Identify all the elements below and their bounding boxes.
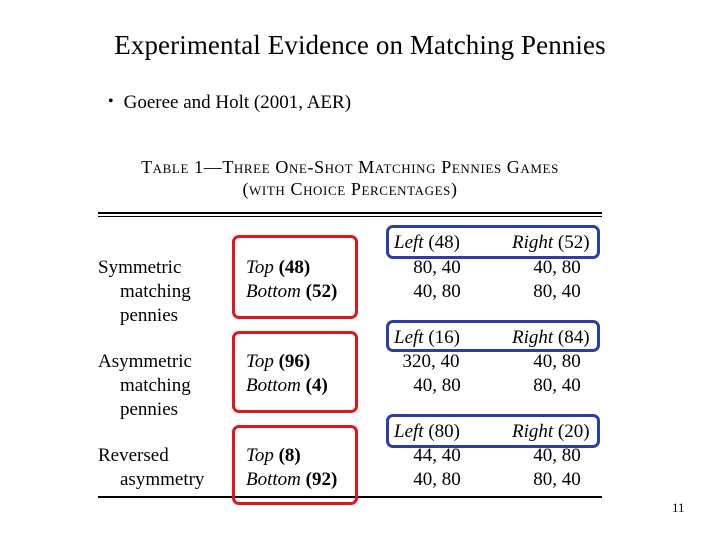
game3-name: Reversed asymmetry [98, 445, 205, 490]
game3-payoff-bottom-right: 80, 40 [533, 469, 581, 490]
game3-payoff-bottom-left: 40, 80 [413, 469, 461, 490]
game1-right-header: Right (52) [512, 232, 590, 253]
game3-payoff-top-right: 40, 80 [533, 445, 581, 466]
game1-strategy-highlight [232, 235, 358, 319]
game1-payoff-bottom-right: 80, 40 [533, 281, 581, 302]
game2-payoff-bottom-right: 80, 40 [533, 375, 581, 396]
game2-payoff-top-left: 320, 40 [402, 351, 460, 372]
bullet-citation [108, 92, 351, 114]
game2-column-highlight [386, 320, 600, 352]
game1-bottom-strategy: Bottom (52) [246, 281, 338, 302]
game1-name: Symmetric matching pennies [98, 257, 191, 326]
bullet-dot-icon: • [108, 93, 114, 110]
table-top-rule-2 [98, 216, 602, 217]
game2-top-strategy: Top (96) [246, 351, 311, 372]
game1-payoff-bottom-left: 40, 80 [413, 281, 461, 302]
table-top-rule [98, 212, 602, 214]
game2-name: Asymmetric matching pennies [98, 351, 192, 420]
caption-line-2: (with Choice Percentages) [242, 179, 458, 199]
game3-strategy-highlight [232, 425, 358, 505]
game2-strategy-highlight [232, 331, 358, 413]
game3-column-highlight [386, 414, 600, 448]
game1-top-strategy: Top (48) [246, 257, 311, 278]
slide-title: Experimental Evidence on Matching Pennies [114, 30, 606, 60]
game3-bottom-strategy: Bottom (92) [246, 469, 338, 490]
game3-right-header: Right (20) [512, 421, 590, 442]
game3-top-strategy: Top (8) [246, 445, 301, 466]
game1-column-highlight [386, 225, 600, 259]
game2-payoff-top-right: 40, 80 [533, 351, 581, 372]
game2-left-header: Left (16) [394, 327, 460, 348]
game1-left-header: Left (48) [394, 232, 460, 253]
game2-right-header: Right (84) [512, 327, 590, 348]
game1-payoff-top-right: 40, 80 [533, 257, 581, 278]
game1-payoff-top-left: 80, 40 [413, 257, 461, 278]
page-number: 11 [672, 500, 685, 515]
game2-payoff-bottom-left: 40, 80 [413, 375, 461, 396]
caption-line-1: Table 1—Three One-Shot Matching Pennies Games [141, 157, 559, 177]
game2-bottom-strategy: Bottom (4) [246, 375, 328, 396]
game3-payoff-top-left: 44, 40 [413, 445, 461, 466]
game3-left-header: Left (80) [394, 421, 460, 442]
table-caption [96, 156, 604, 200]
citation-text: Goeree and Holt (2001, AER) [123, 92, 352, 113]
